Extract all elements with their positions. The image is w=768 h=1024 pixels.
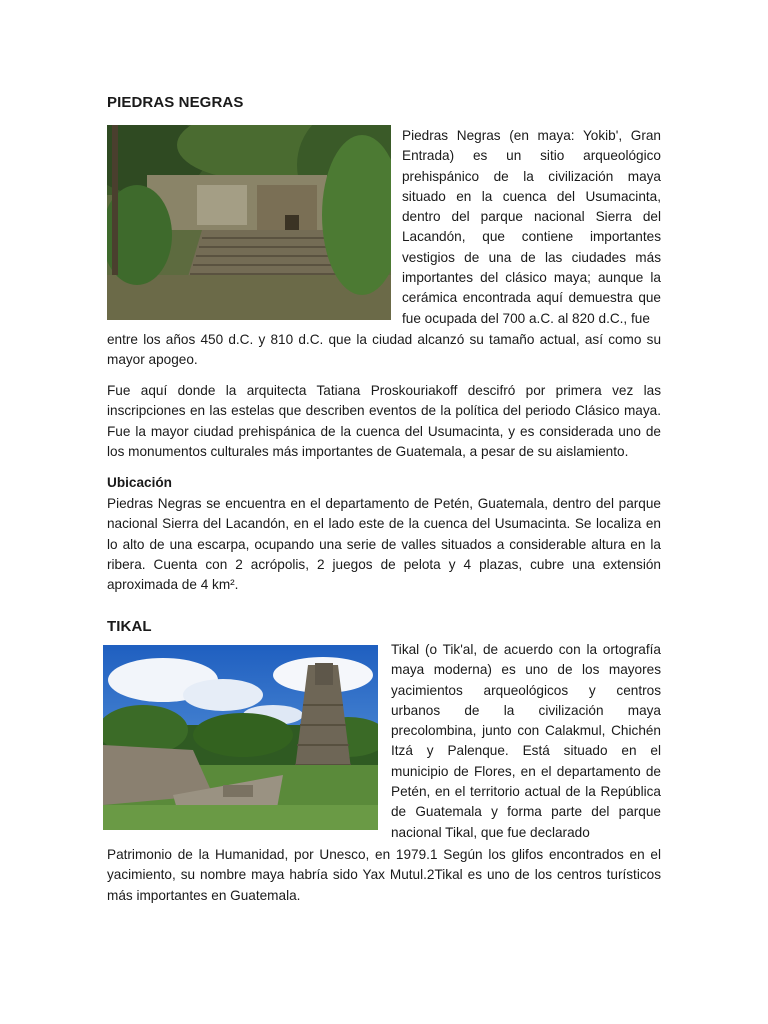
ubicacion-paragraph: Piedras Negras se encuentra en el departamento de Petén, Guatemala, dentro del parque nacional Sierra del Lacandón, en el lado este de la cuenca del Usumacinta. Se localiza en lo alto de una escarpa, ocupando una serie de valles situados a considerable altura en la ribera. Cuenta con 2 acrópolis, 2 juegos de pelota y 4 plazas, cubre una extensión aproximada de 4 km². <box>107 496 661 593</box>
ubicacion-heading: Ubicación <box>107 475 172 490</box>
tikal-photo <box>103 645 378 830</box>
tikal-intro-wrapped: Tikal (o Tik'al, de acuerdo con la ortografía maya moderna) es uno de los mayores yacimientos arqueológicos y centros urbanos de la civilización maya precolombina, junto con Calakmul, Chichén Itzá y Palenque. Está situado en el municipio de Flores, en el departamento de Petén, en el territorio actual de la República de Guatemala y forma parte del parque nacional Tikal, que fue declarado <box>391 642 661 840</box>
section-title-tikal: TIKAL <box>107 618 152 635</box>
piedras-negras-paragraph-2: Fue aquí donde la arquitecta Tatiana Proskouriakoff descifró por primera vez las inscripciones en las estelas que describen eventos de la política del periodo Clásico maya. Fue la mayor ciudad prehispánica de la cuenca del Usumacinta, y es considerada uno de los monumentos culturales más importantes de Guatemala, a pesar de su aislamiento. <box>107 383 661 459</box>
piedras-negras-intro-continued: entre los años 450 d.C. y 810 d.C. que la ciudad alcanzó su tamaño actual, así como su mayor apogeo. <box>107 332 661 368</box>
section-title-piedras-negras: PIEDRAS NEGRAS <box>107 94 244 111</box>
piedras-negras-photo <box>107 125 391 320</box>
piedras-negras-intro-wrapped: Piedras Negras (en maya: Yokib', Gran Entrada) es un sitio arqueológico prehispánico de la civilización maya situado en la cuenca del Usumacinta, dentro del parque nacional Sierra del Lacandón, que contiene importantes vestigios de una de las ciudades más importantes del clásico maya; aunque la cerámica encontrada aquí demuestra que fue ocupada del 700 a.C. al 820 d.C., fue <box>402 128 661 326</box>
tikal-intro-continued: Patrimonio de la Humanidad, por Unesco, en 1979.1 Según los glifos encontrados en el yacimiento, su nombre maya habría sido Yax Mutul.2Tikal es uno de los centros turísticos más importantes en Guatemala. <box>107 847 661 903</box>
